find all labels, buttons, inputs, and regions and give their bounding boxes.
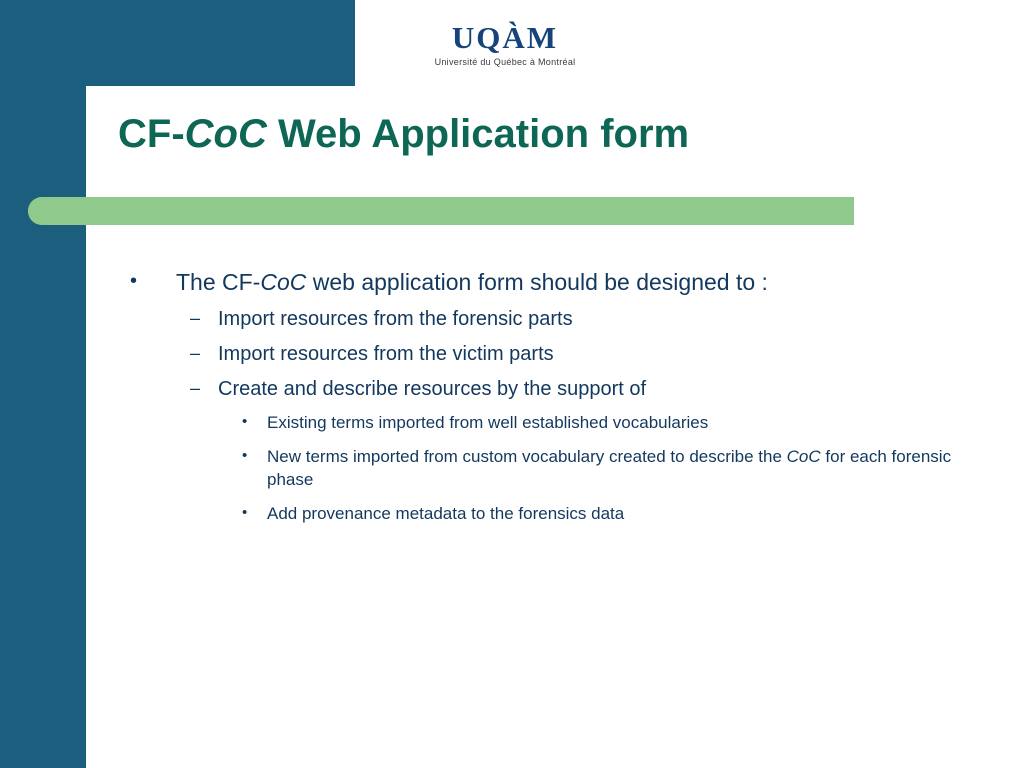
bullet-level3-text <box>267 445 1002 493</box>
bullet-level1-text <box>176 268 768 298</box>
bullet-level1-emphasis: CoC <box>260 269 307 295</box>
bullet-level2-text: Create and describe resources by the support of <box>218 377 647 400</box>
bullet-level3-emphasis: CoC <box>786 446 821 466</box>
bullet-marker: • <box>242 504 248 522</box>
bullet-level3 <box>242 411 1002 435</box>
bullet-level3-text <box>267 411 708 435</box>
bullet-level2 <box>190 341 1020 368</box>
bullet-level3-text-after: for each forensic phase <box>267 446 952 490</box>
bullet-level3-text-before: New terms imported from custom vocabulary created to describe the <box>267 446 787 466</box>
bullet-level3-text-before: Add provenance metadata to the forensics data <box>267 504 625 524</box>
bullet-marker: • <box>242 446 248 464</box>
title-accent-bar-cap <box>28 197 78 225</box>
bullet-level2 <box>190 306 1020 333</box>
page-title-part2: Web Application form <box>266 112 690 156</box>
page-title-emphasis: CoC <box>184 112 267 156</box>
uqam-logo <box>420 22 590 67</box>
dash-marker: – <box>190 377 201 398</box>
bullet-level3-text-before: Existing terms imported from well established vocabularies <box>267 412 709 432</box>
uqam-logo-wordmark: UQÀM <box>451 20 559 55</box>
bullet-level3 <box>242 502 1002 526</box>
bullet-level1 <box>130 268 1020 298</box>
dash-marker: – <box>190 342 201 363</box>
bullet-marker: • <box>130 270 138 292</box>
bullet-marker: • <box>242 412 248 430</box>
uqam-logo-subtitle: Université du Québec à Montréal <box>434 57 576 67</box>
bullet-level1-text-after: web application form should be designed to : <box>306 269 768 295</box>
bullet-level2-text: Import resources from the victim parts <box>218 342 554 365</box>
top-decorative-band <box>0 0 355 86</box>
slide-body <box>130 268 1020 536</box>
bullet-level3 <box>242 445 1002 493</box>
page-title <box>118 112 689 157</box>
bullet-level1-text-before: The CF- <box>176 269 261 295</box>
title-accent-bar <box>28 197 854 225</box>
page-title-part1: CF- <box>118 112 185 156</box>
bullet-level2-text: Import resources from the forensic parts <box>218 307 573 330</box>
bullet-level3-text <box>267 502 624 526</box>
dash-marker: – <box>190 307 201 328</box>
bullet-level2 <box>190 376 1020 403</box>
left-decorative-band <box>0 0 86 768</box>
